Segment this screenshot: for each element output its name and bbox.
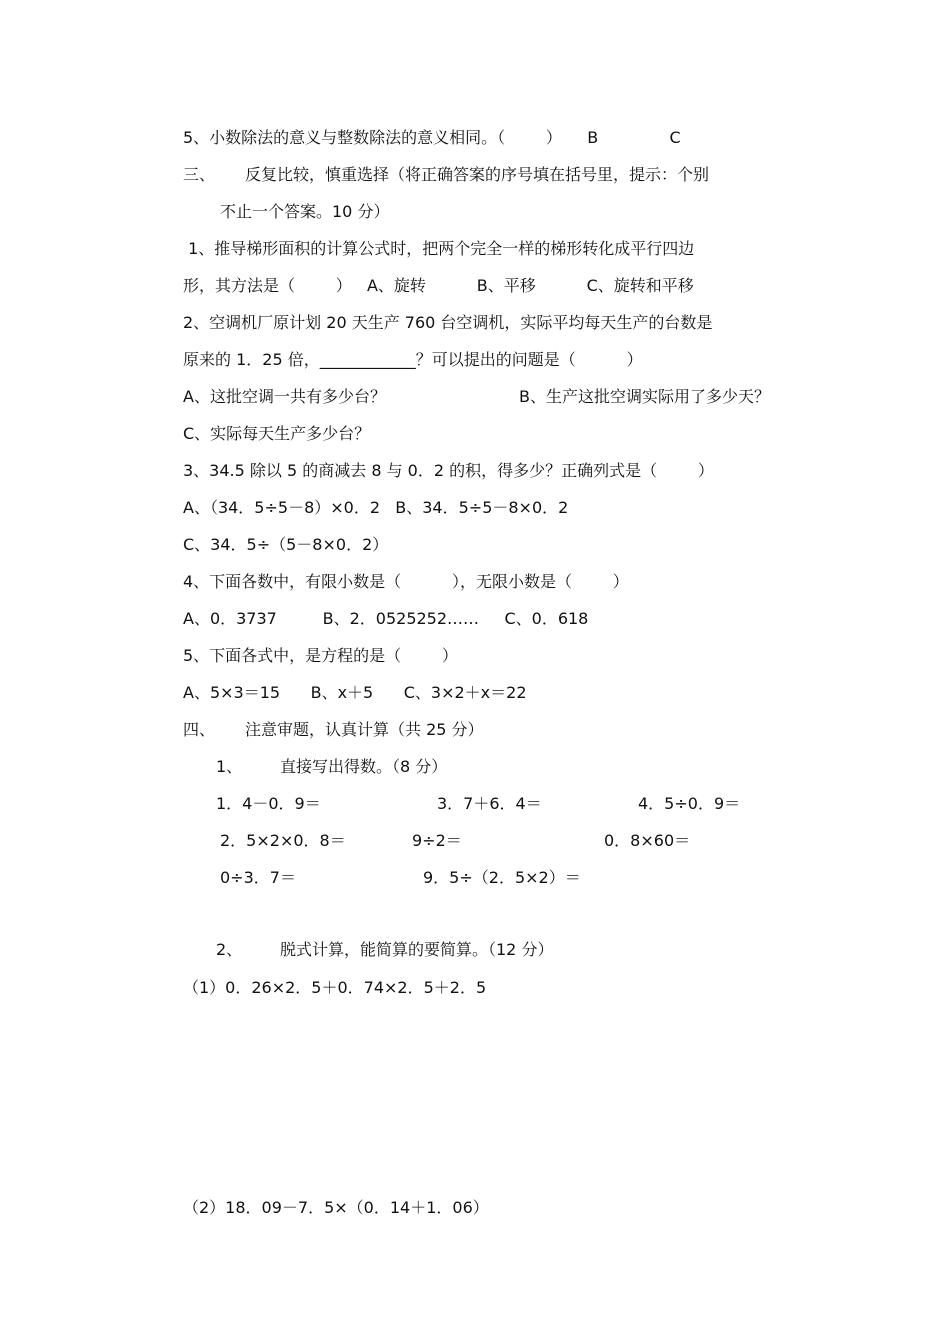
question-3-4-line1: 4、下面各数中，有限小数是（ ），无限小数是（ ）: [183, 572, 629, 591]
part-2-title: 脱式计算，能简算的要简算。（12 分）: [280, 940, 554, 959]
oral-calc-5: 9÷2＝: [412, 831, 462, 850]
section-3-number: 三、: [183, 165, 216, 184]
question-3-2-line2: 原来的 1．25 倍，____________？可以提出的问题是（ ）: [183, 350, 643, 369]
step-calc-1: （1）0．26×2．5＋0．74×2．5＋2．5: [183, 978, 487, 997]
question-3-3-line1: 3、34.5 除以 5 的商减去 8 与 0．2 的积，得多少？正确列式是（ ）: [183, 461, 714, 480]
question-2-5: 5、小数除法的意义与整数除法的意义相同。（ ） B C: [183, 128, 681, 147]
question-3-5-line1: 5、下面各式中，是方程的是（ ）: [183, 646, 458, 665]
section-4-heading: 注意审题，认真计算（共 25 分）: [245, 720, 484, 739]
question-3-2-option-c: C、实际每天生产多少台？: [183, 424, 371, 443]
question-3-5-options: A、5×3＝15 B、x＋5 C、3×2＋x＝22: [183, 683, 527, 702]
question-3-2-option-b: B、生产这批空调实际用了多少天？: [519, 387, 770, 406]
question-3-1-line1: 1、推导梯形面积的计算公式时，把两个完全一样的梯形转化成平行四边: [183, 239, 695, 258]
question-3-3-option-c: C、34．5÷（5－8×0．2）: [183, 535, 389, 554]
question-3-3-options-ab: A、（34．5÷5－8）×0．2 B、34．5÷5－8×0．2: [183, 498, 569, 517]
section-3-heading-cont: 不止一个答案。10 分）: [220, 202, 390, 221]
question-3-1-line2: 形，其方法是（ ） A、旋转 B、平移 C、旋转和平移: [183, 276, 694, 295]
part-1-title: 直接写出得数。（8 分）: [280, 757, 448, 776]
oral-calc-8: 9．5÷（2．5×2）＝: [423, 868, 581, 887]
section-4-number: 四、: [183, 720, 216, 739]
question-3-4-options: A、0．3737 B、2．0525252…… C、0．618: [183, 609, 589, 628]
part-1-number: 1、: [216, 757, 243, 776]
oral-calc-7: 0÷3．7＝: [220, 868, 296, 887]
oral-calc-6: 0．8×60＝: [604, 831, 691, 850]
step-calc-2: （2）18．09－7．5×（0．14＋1．06）: [183, 1198, 489, 1217]
part-2-number: 2、: [216, 940, 243, 959]
oral-calc-3: 4．5÷0．9＝: [638, 794, 741, 813]
question-3-2-option-a: A、这批空调一共有多少台？: [183, 387, 386, 406]
question-3-2-line1: 2、空调机厂原计划 20 天生产 760 台空调机，实际平均每天生产的台数是: [183, 313, 713, 332]
oral-calc-4: 2．5×2×0．8＝: [220, 831, 346, 850]
section-3-heading: 反复比较，慎重选择（将正确答案的序号填在括号里，提示：个别: [245, 165, 710, 184]
oral-calc-2: 3．7＋6．4＝: [437, 794, 542, 813]
oral-calc-1: 1．4－0．9＝: [216, 794, 321, 813]
